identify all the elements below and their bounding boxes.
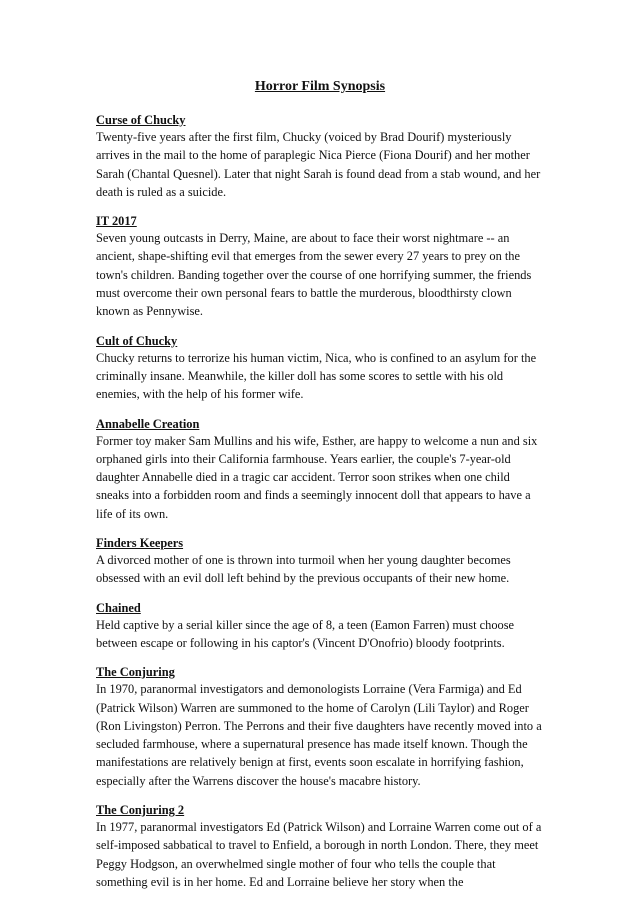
film-synopsis: Twenty-five years after the first film, Chucky (voiced by Brad Dourif) mysteriously arrives in the mail to the home of paraplegic Nica Pierce (Fiona Dourif) and her mother Sarah (Chantal Quesnel). Later that night Sarah is found dead from a stab wound, and her death is ruled as a suicide. [96,130,541,199]
document-title: Horror Film Synopsis [254,79,386,94]
film-entry-the-conjuring [96,664,544,790]
film-synopsis: Former toy maker Sam Mullins and his wife, Esther, are happy to welcome a nun and six orphaned girls into their California farmhouse. Years earlier, the couple's 7-year-old daughter Annabelle died in a tragic car accident. Terror soon strikes when one child sneaks into a forbidden room and finds a seemingly innocent doll that appears to have a life of its own. [96,433,538,521]
document-page [96,78,544,903]
film-entry-cult-of-chucky [96,333,544,404]
film-entry-chained [96,600,544,653]
film-title: Cult of Chucky [96,333,178,348]
film-entry-it-2017 [96,213,544,320]
film-title: Finders Keepers [96,536,184,551]
film-title: Curse of Chucky [96,113,186,127]
film-title: IT 2017 [96,214,137,229]
film-entry-annabelle-creation [96,416,544,523]
film-synopsis: In 1970, paranormal investigators and demonologists Lorraine (Vera Farmiga) and Ed (Patrick Wilson) Warren are summoned to the home of Carolyn (Lili Taylor) and Roger (Ron Livingston) Perron. The Perrons and their five daughters have recently moved into a secluded farmhouse, where a supernatural presence has made itself known. Though the manifestations are relatively benign at first, events soon escalate in horrifying fashion, especially after the Warrens discover the house's macabre history. [96,682,542,788]
film-synopsis: In 1977, paranormal investigators Ed (Patrick Wilson) and Lorraine Warren come out of a self-imposed sabbatical to travel to Enfield, a borough in north London. There, they meet Peggy Hodgson, an overwhelmed single mother of four who tells the couple that something evil is in her home. Ed and Lorraine believe her story when the [96,820,542,889]
film-synopsis: Held captive by a serial killer since the age of 8, a teen (Eamon Farren) must choose between escape or following in his captor's (Vincent D'Onofrio) bloody footprints. [96,617,515,650]
film-synopsis: Chucky returns to terrorize his human victim, Nica, who is confined to an asylum for the criminally insane. Meanwhile, the killer doll has some scores to settle with his old enemies, with the help of his former wife. [96,350,537,402]
film-title: Annabelle Creation [96,416,200,431]
film-entry-the-conjuring-2 [96,802,544,891]
film-title: Chained [96,600,141,615]
film-entry-curse-of-chucky [96,112,544,201]
film-entry-finders-keepers [96,535,544,588]
film-title: The Conjuring [96,665,175,680]
film-synopsis: Seven young outcasts in Derry, Maine, are about to face their worst nightmare -- an ancient, shape-shifting evil that emerges from the sewer every 27 years to prey on the town's children. Banding together over the course of one horrifying summer, the friends must overcome their own personal fears to battle the murderous, bloodthirsty clown known as Pennywise. [96,231,532,319]
film-title: The Conjuring 2 [96,803,185,818]
film-synopsis: A divorced mother of one is thrown into turmoil when her young daughter becomes obsessed with an evil doll left behind by the previous occupants of their new home. [96,553,511,586]
